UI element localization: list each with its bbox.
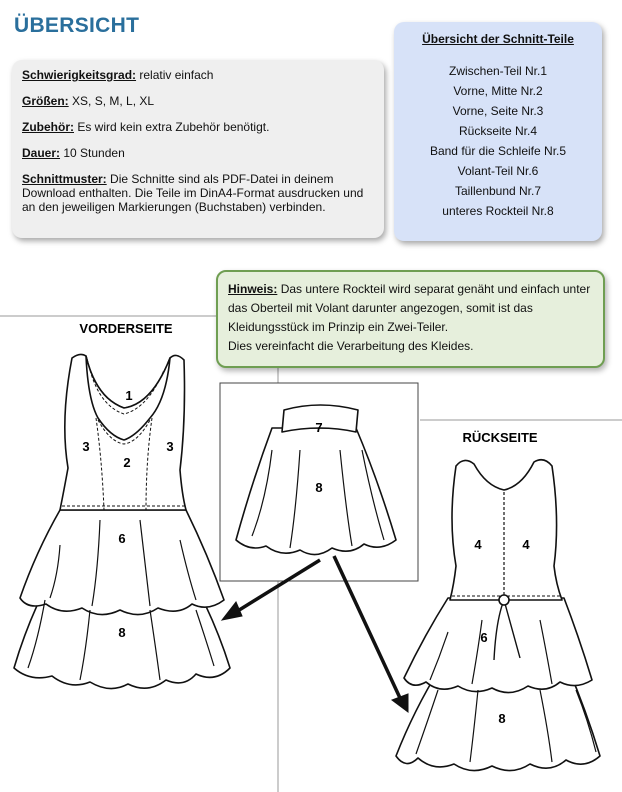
pattern-value: Die Schnitte sind als PDF-Datei in deinem Download enthalten. Die Teile im DinA4-Format ausdrucken und an den jeweiligen Markierungen (Buchstaben) verbinden. [22,172,364,214]
back-label-8: 8 [498,711,506,726]
hint-label: Hinweis: [228,282,278,296]
page-title: ÜBERSICHT [14,14,140,37]
hint-box [216,270,605,368]
back-label-4-right: 4 [522,537,530,552]
hint-text: Das untere Rockteil wird separat genäht und einfach unter das Oberteil mit Volant darunter angezogen, somit ist das Kleidungsstück im Prinzip ein Zwei-Teiler. [228,282,591,334]
front-label-6: 6 [118,531,126,546]
arrow-head-back [392,694,408,712]
accessories-value: Es wird kein extra Zubehör benötigt. [77,120,270,134]
part-item: Vorne, Mitte Nr.2 [453,84,543,98]
front-label-2: 2 [123,455,131,470]
front-heading: VORDERSEITE [79,321,173,336]
front-label-8: 8 [118,625,126,640]
difficulty-value: relativ einfach [139,68,214,82]
sizes-value: XS, S, M, L, XL [72,94,155,108]
duration-label: Dauer: [22,146,61,160]
difficulty-label: Schwierigkeitsgrad: [22,68,137,82]
arrow-head-front [222,602,242,620]
parts-heading: Übersicht der Schnitt-Teile [422,32,574,46]
front-label-3-right: 3 [166,439,174,454]
front-label-3-left: 3 [82,439,90,454]
part-item: Vorne, Seite Nr.3 [452,104,544,118]
back-heading: RÜCKSEITE [462,430,538,445]
part-item: Band für die Schleife Nr.5 [429,144,567,158]
skirt-label-7: 7 [315,420,323,435]
part-item: Zwischen-Teil Nr.1 [448,64,548,78]
back-label-4-left: 4 [474,537,482,552]
part-item: unteres Rockteil Nr.8 [442,204,554,218]
pattern-label: Schnittmuster: [22,172,107,186]
front-label-1: 1 [125,388,133,403]
skirt-label-8: 8 [315,480,323,495]
part-item: Taillenbund Nr.7 [454,184,542,198]
sizes-label: Größen: [22,94,69,108]
part-item: Rückseite Nr.4 [458,124,538,138]
duration-value: 10 Stunden [63,146,125,160]
hint-text-2: Dies vereinfacht die Verarbeitung des Kleides. [228,339,474,353]
part-item: Volant-Teil Nr.6 [457,164,539,178]
accessories-label: Zubehör: [22,120,74,134]
back-label-6: 6 [480,630,488,645]
